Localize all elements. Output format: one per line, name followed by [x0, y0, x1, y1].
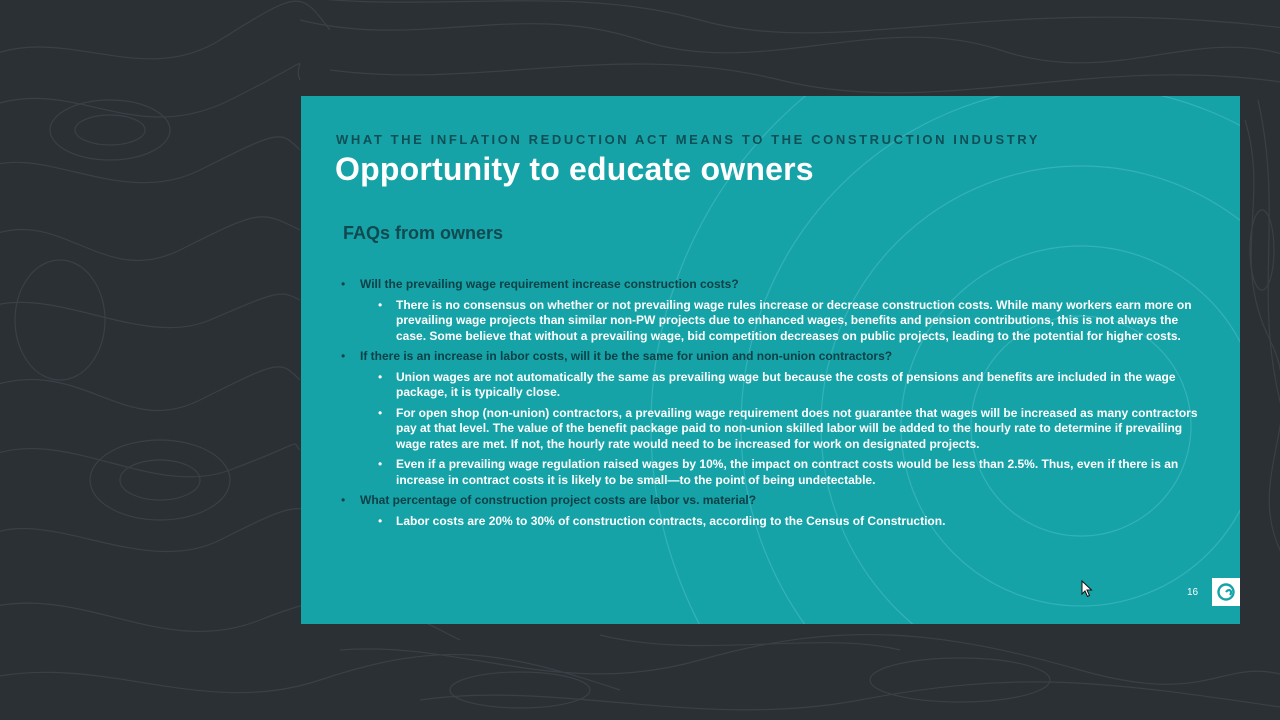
- bullet-icon: •: [378, 405, 383, 420]
- faq-answer-text: There is no consensus on whether or not prevailing wage rules increase or decrease construction costs. While many workers earn more on prevailing wage projects than similar non-PW projects due to enhanced wages, benefits and pension contributions, this is not always the case. Some believe that without a prevailing wage, bid competition decreases on public projects, leading to the potential for higher costs.: [396, 297, 1192, 343]
- bullet-icon: •: [341, 349, 346, 363]
- slide-page-number: 16: [1187, 587, 1199, 598]
- slide-kicker: WHAT THE INFLATION REDUCTION ACT MEANS TO THE CONSTRUCTION INDUSTRY: [336, 132, 1041, 147]
- faq-question: [341, 277, 1211, 293]
- faq-question-text: If there is an increase in labor costs, will it be the same for union and non-union contractors?: [360, 349, 893, 363]
- faq-answers: [341, 370, 1211, 489]
- faq-answer-text: Even if a prevailing wage regulation raised wages by 10%, the impact on contract costs would be less than 2.5%. Thus, even if there is an increase in contract costs it is likely to be small—to the point of being undetectable.: [396, 457, 1179, 487]
- bullet-icon: •: [378, 457, 383, 471]
- slide-subtitle: FAQs from owners: [343, 223, 504, 243]
- mouse-pointer-icon: [1081, 580, 1093, 598]
- faq-answer-text: Labor costs are 20% to 30% of construction contracts, according to the Census of Construction.: [396, 513, 946, 528]
- faq-list: [341, 277, 1211, 534]
- faq-answer: [341, 457, 1211, 488]
- faq-answer-text: For open shop (non-union) contractors, a prevailing wage requirement does not guarantee that wages will be increased as many contractors pay at that level. The value of the benefit package paid to non-union skilled labor will be added to the hourly rate to determine if prevailing wage rates are met. If not, the hourly rate would need to be increased for work on designated projects.: [396, 405, 1198, 451]
- bullet-icon: •: [378, 369, 383, 384]
- bullet-icon: •: [378, 513, 383, 528]
- faq-answer: [341, 514, 1211, 530]
- faq-answer: [341, 370, 1211, 401]
- bullet-icon: •: [341, 493, 346, 507]
- presentation-slide: [301, 96, 1240, 624]
- logo-swirl-icon: [1216, 582, 1236, 602]
- faq-answers: [341, 298, 1211, 345]
- faq-answer-text: Union wages are not automatically the same as prevailing wage but because the costs of pensions and benefits are included in the wage package, it is typically close.: [396, 369, 1176, 399]
- slide-title: Opportunity to educate owners: [335, 151, 814, 187]
- bullet-icon: •: [378, 297, 383, 312]
- faq-question-text: Will the prevailing wage requirement increase construction costs?: [360, 277, 739, 291]
- faq-answers: [341, 514, 1211, 530]
- faq-question-text: What percentage of construction project costs are labor vs. material?: [360, 493, 757, 507]
- company-logo-icon: [1212, 578, 1240, 606]
- bullet-icon: •: [341, 277, 346, 291]
- faq-question: [341, 349, 1211, 365]
- faq-answer: [341, 298, 1211, 345]
- faq-answer: [341, 406, 1211, 453]
- faq-question: [341, 493, 1211, 509]
